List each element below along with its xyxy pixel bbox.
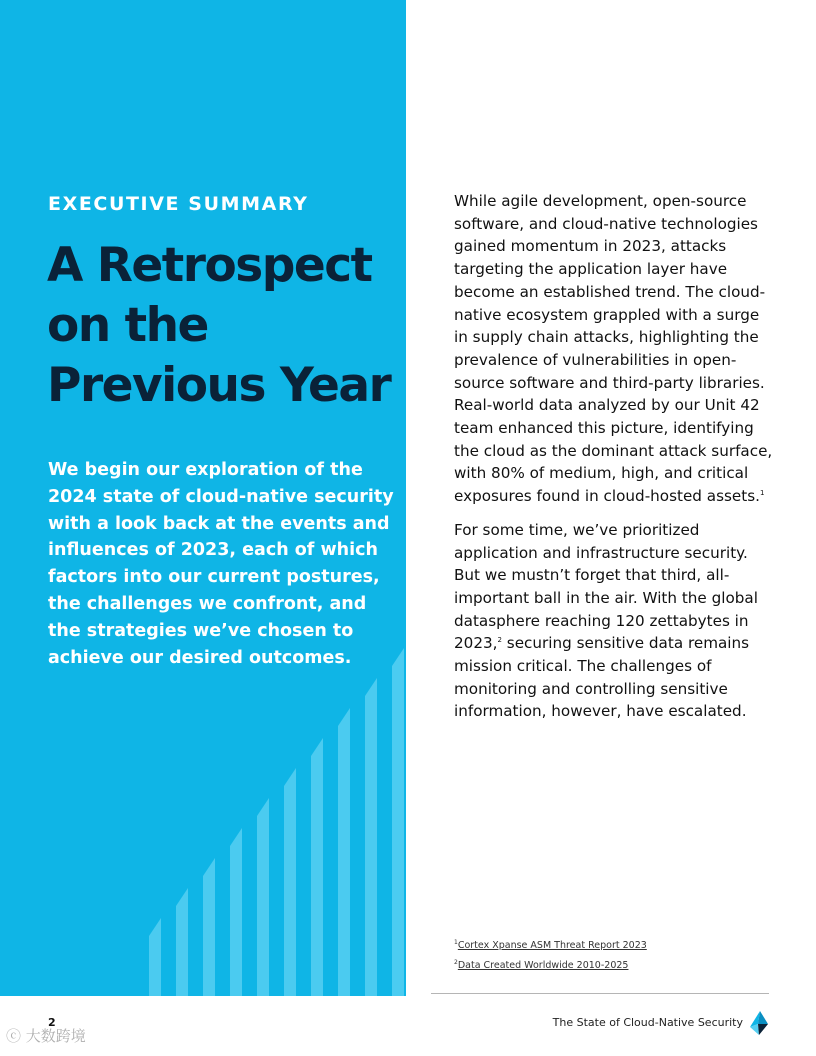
- page-number: 2: [48, 1016, 56, 1029]
- prisma-cloud-logo-icon: [750, 1011, 768, 1035]
- watermark-text: 大数跨境: [25, 1027, 86, 1045]
- footnote-number: 2: [454, 958, 458, 966]
- section-kicker: EXECUTIVE SUMMARY: [48, 193, 309, 215]
- footnote: [454, 956, 647, 976]
- intro-paragraph: We begin our exploration of the 2024 state of cloud-native security with a look back at the events and influences of 2023, each of which factors into our current postures, the challenges we confront, and the strategies we’ve chosen to achieve our desired outcomes.: [48, 460, 394, 668]
- cover-panel: [0, 0, 406, 996]
- footer-title: The State of Cloud-Native Security: [552, 1016, 743, 1029]
- footnote-number: 1: [454, 939, 458, 946]
- headline-line: on the: [47, 298, 208, 353]
- footnote-link[interactable]: Cortex Xpanse ASM Threat Report 2023: [457, 940, 647, 951]
- footer-divider: [431, 993, 769, 994]
- headline-line: A Retrospect: [47, 238, 372, 293]
- watermark-logo-icon: ⓒ: [6, 1027, 22, 1045]
- headline-line: Previous Year: [47, 358, 391, 413]
- page-headline: [47, 236, 403, 416]
- paragraph-text: While agile development, open-source software, and cloud-native technologies gained momentum in 2023, attacks targeting the application layer have become an established trend. The cloud-native ecosystem grappled with a surge in supply chain attacks, highlighting the prevalence of vulnerabilities in open-source software and third-party libraries. Real-world data analyzed by our Unit 42 team enhanced this picture, identifying the cloud as the dominant attack surface, with 80% of medium, high, and critical exposures found in cloud-hosted assets.: [454, 192, 773, 506]
- paragraph-text: For some time, we’ve prioritized application and infrastructure security. But we mustn’t forget that third, all-important ball in the air. With the global datasphere reaching 120 zettabytes in 2023,: [454, 520, 758, 653]
- body-paragraph: [454, 519, 776, 723]
- footnote: [454, 936, 647, 956]
- footnote-ref: 1: [759, 489, 765, 498]
- footnote-ref: 2: [497, 636, 502, 645]
- paragraph-text: securing sensitive data remains mission critical. The challenges of monitoring and controlling sensitive information, however, have escalated.: [454, 634, 750, 721]
- footnote-link[interactable]: Data Created Worldwide 2010-2025: [457, 959, 629, 971]
- footnotes: [454, 936, 647, 975]
- body-text: [454, 190, 776, 734]
- watermark: [6, 1025, 86, 1046]
- body-paragraph: [454, 190, 776, 508]
